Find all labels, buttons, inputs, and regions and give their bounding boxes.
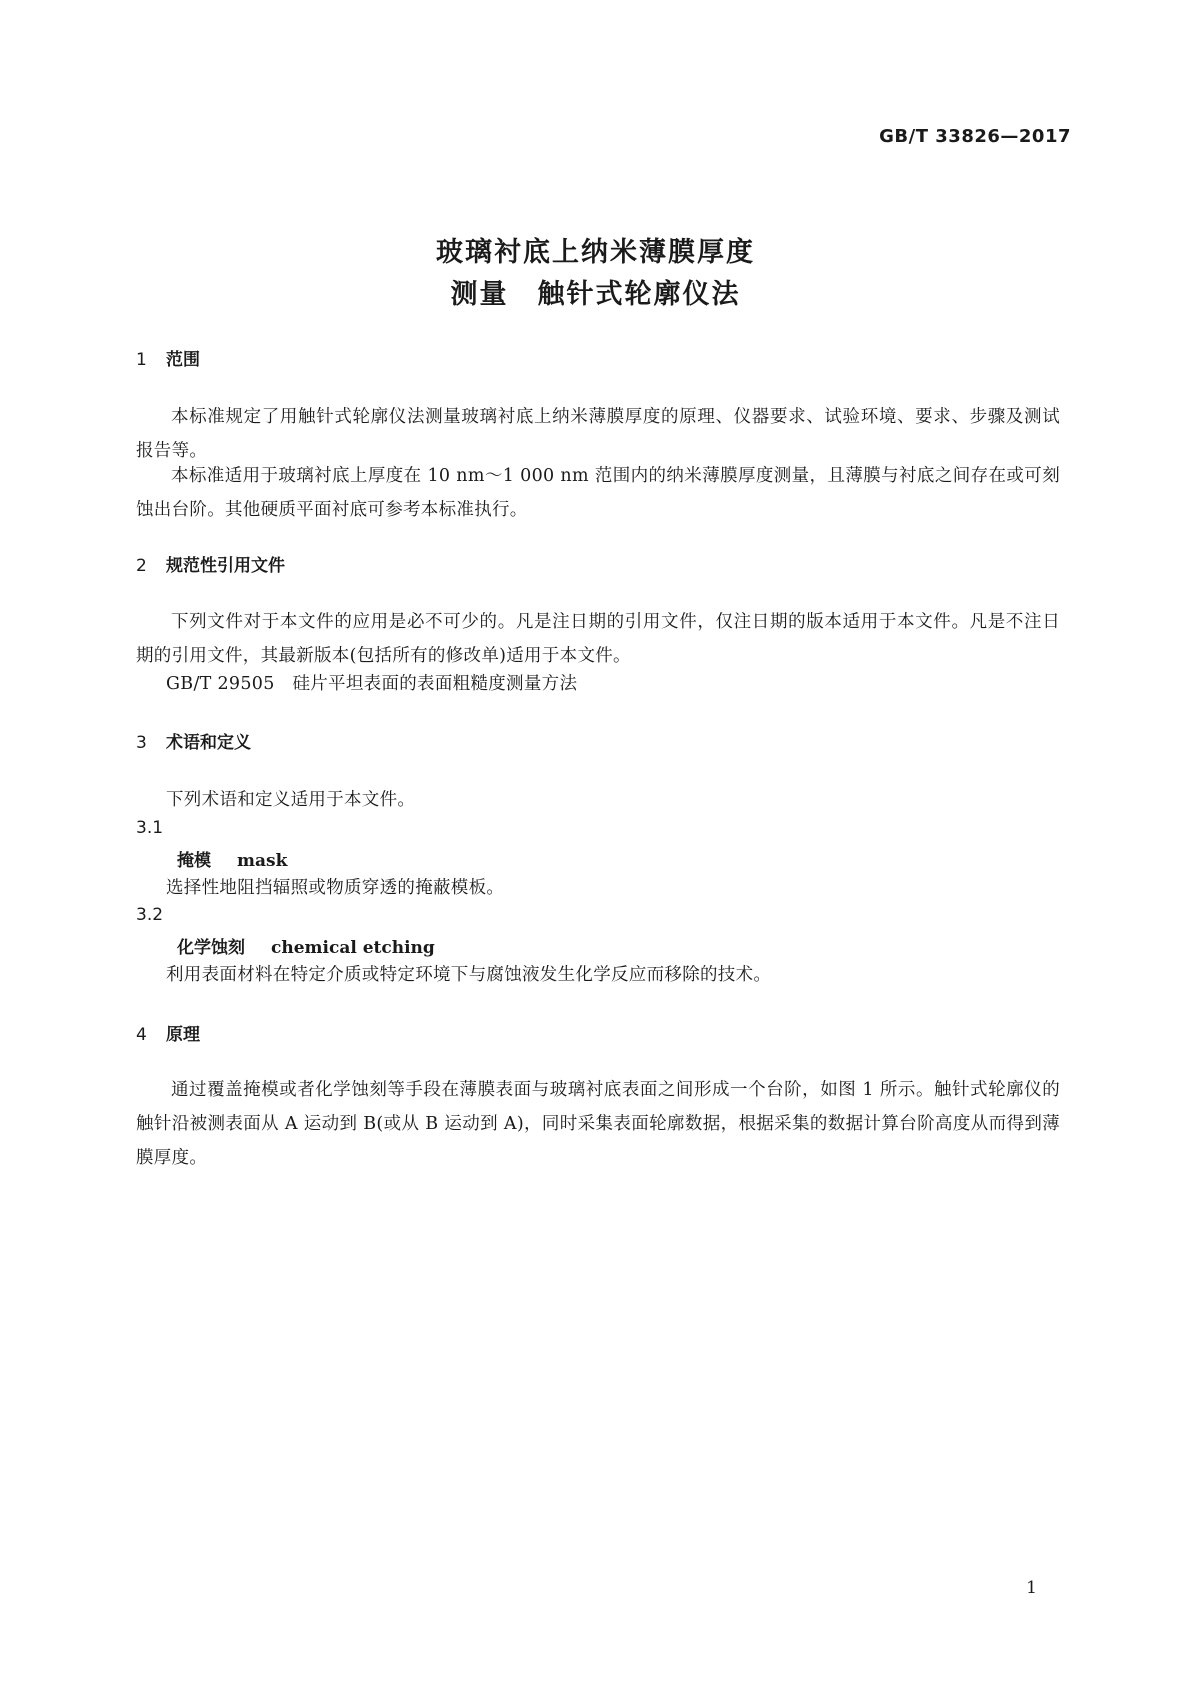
section-2-heading	[136, 551, 285, 576]
term-2-en: chemical etching	[271, 938, 435, 958]
section-1-paragraph-1: 本标准规定了用触针式轮廓仪法测量玻璃衬底上纳米薄膜厚度的原理、仪器要求、试验环境、要求、步骤及测试报告等。	[136, 407, 1060, 461]
section-4-heading	[136, 1020, 200, 1045]
term-2	[177, 933, 435, 958]
section-1-heading	[136, 345, 200, 370]
section-number: 1	[136, 350, 147, 370]
section-title: 规范性引用文件	[166, 556, 285, 576]
term-2-zh: 化学蚀刻	[177, 938, 245, 958]
page-number: 1	[1026, 1578, 1037, 1598]
term-1-number: 3.1	[136, 818, 164, 838]
document-title-line-2: 测量 触针式轮廓仪法	[450, 279, 741, 310]
term-2-definition: 利用表面材料在特定介质或特定环境下与腐蚀液发生化学反应而移除的技术。	[166, 965, 772, 985]
normative-reference-item: GB/T 29505 硅片平坦表面的表面粗糙度测量方法	[166, 674, 578, 694]
term-1-zh: 掩模	[177, 851, 211, 871]
section-number: 4	[136, 1025, 147, 1045]
section-number: 2	[136, 556, 147, 576]
section-4-paragraph-1: 通过覆盖掩模或者化学蚀刻等手段在薄膜表面与玻璃衬底表面之间形成一个台阶，如图 1 所示。触针式轮廓仪的触针沿被测表面从 A 运动到 B(或从 B 运动到 A)，同时采集表面轮廓数据，根据采集的数据计算台阶高度从而得到薄膜厚度。	[136, 1080, 1060, 1168]
standard-code: GB/T 33826—2017	[879, 126, 1071, 147]
section-1-paragraph-2: 本标准适用于玻璃衬底上厚度在 10 nm～1 000 nm 范围内的纳米薄膜厚度测量，且薄膜与衬底之间存在或可刻蚀出台阶。其他硬质平面衬底可参考本标准执行。	[136, 466, 1060, 520]
section-3-intro: 下列术语和定义适用于本文件。	[166, 790, 416, 810]
section-number: 3	[136, 733, 147, 753]
section-title: 术语和定义	[166, 733, 251, 753]
term-1-definition: 选择性地阻挡辐照或物质穿透的掩蔽模板。	[166, 878, 505, 898]
section-title: 范围	[166, 350, 200, 370]
document-title-line-1: 玻璃衬底上纳米薄膜厚度	[436, 237, 755, 268]
section-2-paragraph-1: 下列文件对于本文件的应用是必不可少的。凡是注日期的引用文件，仅注日期的版本适用于本文件。凡是不注日期的引用文件，其最新版本(包括所有的修改单)适用于本文件。	[136, 612, 1060, 666]
section-title: 原理	[166, 1025, 200, 1045]
term-1-en: mask	[237, 851, 288, 871]
section-3-heading	[136, 728, 251, 753]
term-1	[177, 846, 287, 871]
term-2-number: 3.2	[136, 905, 164, 925]
